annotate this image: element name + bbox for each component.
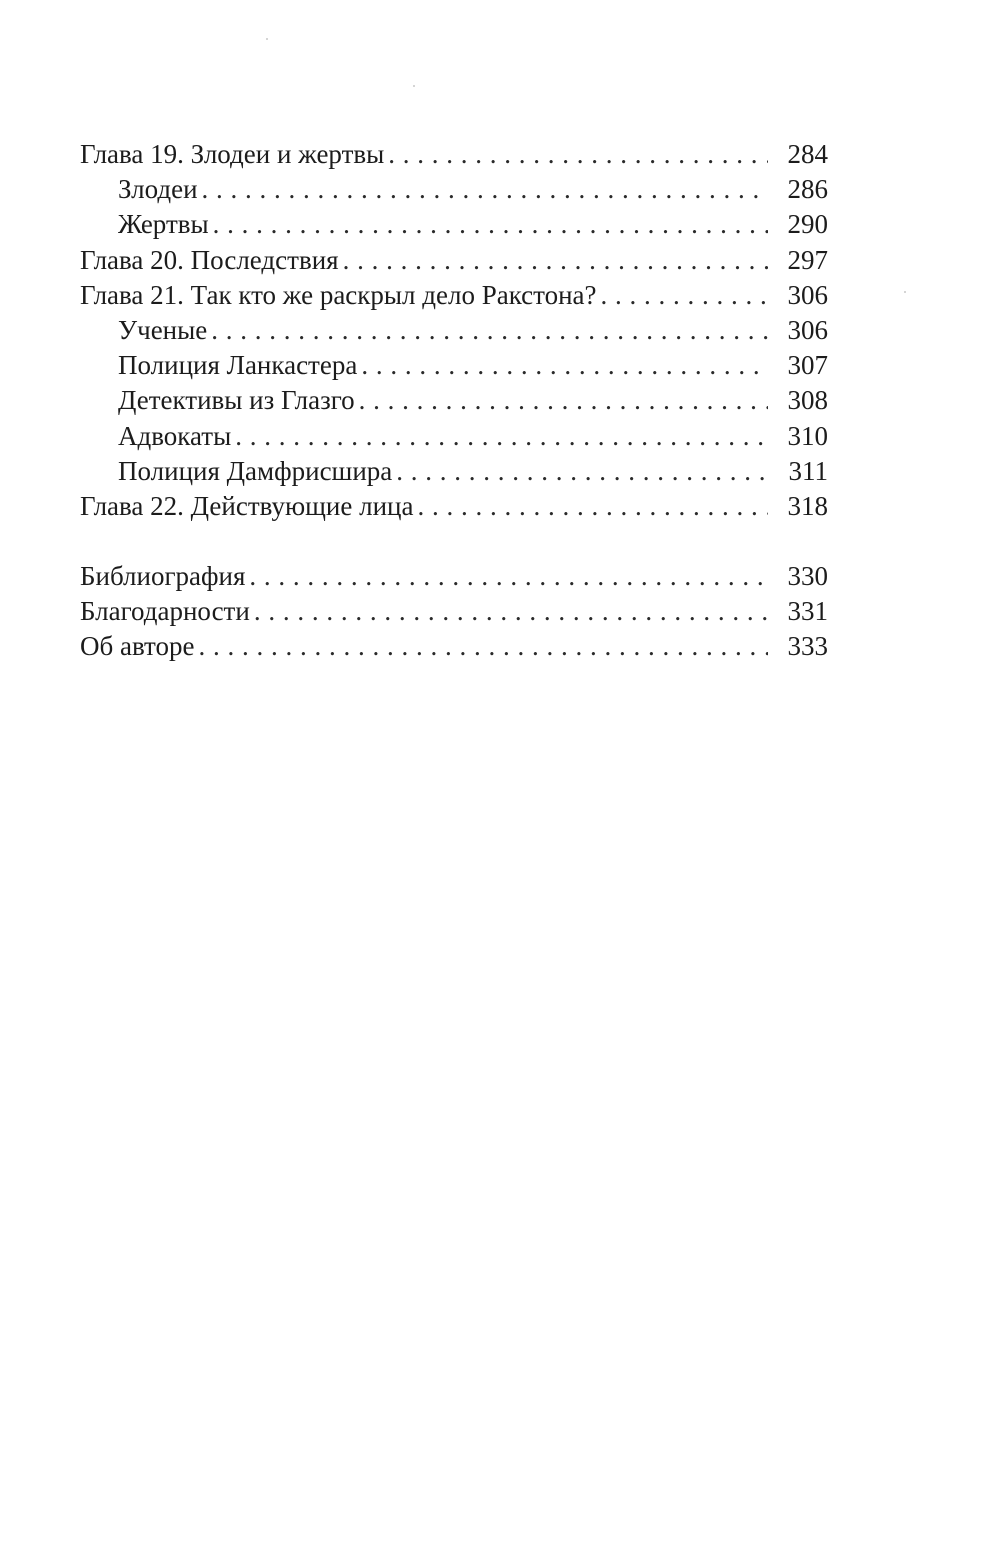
toc-entry-page: 333 [787, 631, 828, 662]
toc-entry-title: Об авторе [80, 631, 195, 662]
toc-entry-page: 306 [787, 314, 828, 345]
dot-leader [601, 278, 768, 313]
toc-entry-page: 331 [787, 596, 828, 627]
toc-entry-villains[interactable] [80, 172, 828, 207]
toc-entry-title: Благодарности [80, 596, 250, 627]
toc-entry-dumfriesshire-police[interactable] [80, 454, 828, 489]
dot-leader [396, 454, 768, 489]
toc-entry-lancaster-police[interactable] [80, 348, 828, 383]
toc-entry-title: Детективы из Глазго [118, 385, 355, 416]
toc-entry-title: Адвокаты [118, 420, 232, 451]
dot-leader [359, 383, 768, 418]
toc-entry-bibliography[interactable] [80, 559, 828, 594]
dot-leader [213, 207, 768, 242]
dot-leader [249, 559, 768, 594]
toc-entry-title: Библиография [80, 561, 246, 592]
dot-leader [388, 137, 768, 172]
dot-leader [211, 313, 768, 348]
toc-entry-page: 284 [787, 139, 828, 169]
toc-entry-acknowledgements[interactable] [80, 594, 828, 629]
toc-entry-chapter-19[interactable] [80, 137, 828, 172]
dot-leader [198, 629, 768, 664]
paper-speck [904, 291, 906, 293]
toc-entry-title: Полиция Ланкастера [118, 350, 358, 381]
toc-entry-page: 297 [787, 244, 828, 275]
paper-speck [266, 38, 268, 40]
toc-entry-scientists[interactable] [80, 313, 828, 348]
dot-leader [202, 172, 768, 207]
dot-leader [417, 489, 768, 524]
dot-leader [254, 594, 768, 629]
toc-entry-page: 310 [787, 420, 828, 451]
toc-entry-page: 330 [787, 561, 828, 592]
toc-entry-glasgow-detectives[interactable] [80, 383, 828, 418]
toc-entry-page: 308 [787, 385, 828, 416]
toc-entry-title: Глава 20. Последствия [80, 244, 339, 275]
toc-entry-chapter-22[interactable] [80, 489, 828, 524]
toc-entry-title: Жертвы [118, 209, 209, 240]
toc-entry-title: Ученые [118, 314, 208, 345]
toc-entry-title: Глава 22. Действующие лица [80, 490, 414, 521]
toc-entry-chapter-21[interactable] [80, 278, 828, 313]
dot-leader [361, 348, 768, 383]
toc-entry-page: 311 [788, 455, 828, 486]
toc-entry-page: 286 [787, 174, 828, 205]
toc-entry-chapter-20[interactable] [80, 243, 828, 278]
toc-entry-lawyers[interactable] [80, 419, 828, 454]
table-of-contents [80, 137, 828, 665]
toc-entry-about-author[interactable] [80, 629, 828, 664]
toc-entry-title: Глава 19. Злодеи и жертвы [80, 139, 385, 169]
toc-entry-page: 290 [787, 209, 828, 240]
toc-entry-title: Полиция Дамфрисшира [118, 455, 393, 486]
paper-speck [413, 85, 415, 87]
toc-entry-title: Злодеи [118, 174, 198, 205]
toc-entry-page: 307 [787, 350, 828, 381]
dot-leader [235, 419, 768, 454]
toc-entry-page: 306 [787, 279, 828, 310]
dot-leader [343, 243, 768, 278]
section-gap [80, 524, 828, 559]
toc-entry-page: 318 [787, 490, 828, 521]
toc-entry-title: Глава 21. Так кто же раскрыл дело Ракстона? [80, 279, 597, 310]
toc-entry-victims[interactable] [80, 207, 828, 242]
